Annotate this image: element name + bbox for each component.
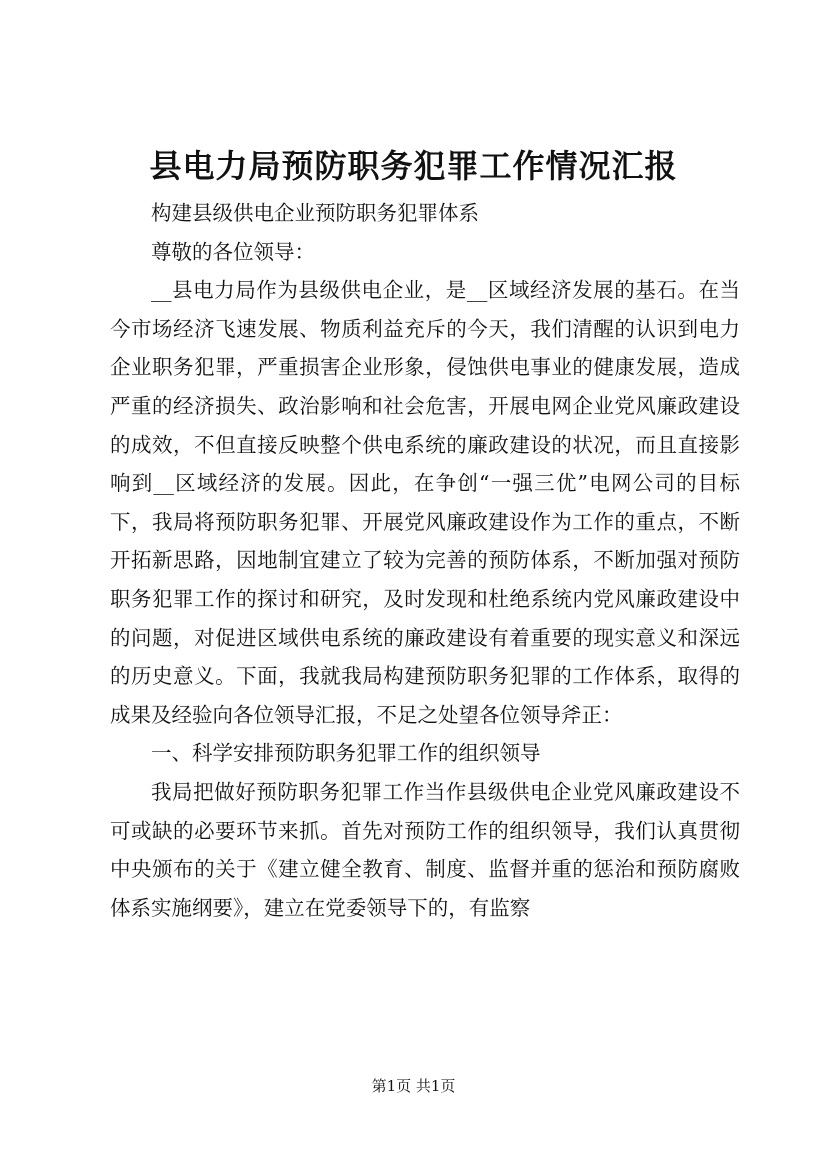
page-number-footer: 第1页 共1页 [371,1077,456,1095]
document-body [110,194,740,927]
subtitle-paragraph: 构建县级供电企业预防职务犯罪体系 [151,201,479,225]
section-heading: 一、科学安排预防职务犯罪工作的组织领导 [151,741,541,766]
document-title: 县电力局预防职务犯罪工作情况汇报 [149,147,678,185]
section-paragraph: 我局把做好预防职务犯罪工作当作县级供电企业党风廉政建设不可或缺的必要环节来抓。首先对预防工作的组织领导，我们认真贯彻中央颁布的关于《建立健全教育、制度、监督并重的惩治和预防腐败体系实施纲要》，建立在党委领导下的，有监察 [110,779,740,920]
intro-paragraph: __县电力局作为县级供电企业，是__区域经济发展的基石。在当今市场经济飞速发展、物质利益充斥的今天，我们清醒的认识到电力企业职务犯罪，严重损害企业形象，侵蚀供电事业的健康发展，造成严重的经济损失、政治影响和社会危害，开展电网企业党风廉政建设的成效，不但直接反映整个供电系统的廉政建设的状况，而且直接影响到__区域经济的发展。因此，在争创“一强三优”电网公司的目标下，我局将预防职务犯罪、开展党风廉政建设作为工作的重点，不断开拓新思路，因地制宜建立了较为完善的预防体系，不断加强对预防职务犯罪工作的探讨和研究，及时发现和杜绝系统内党风廉政建设中的问题，对促进区域供电系统的廉政建设有着重要的现实意义和深远的历史意义。下面，我就我局构建预防职务犯罪的工作体系，取得的成果及经验向各位领导汇报，不足之处望各位领导斧正： [110,278,740,727]
salutation-paragraph: 尊敬的各位领导： [151,239,315,264]
